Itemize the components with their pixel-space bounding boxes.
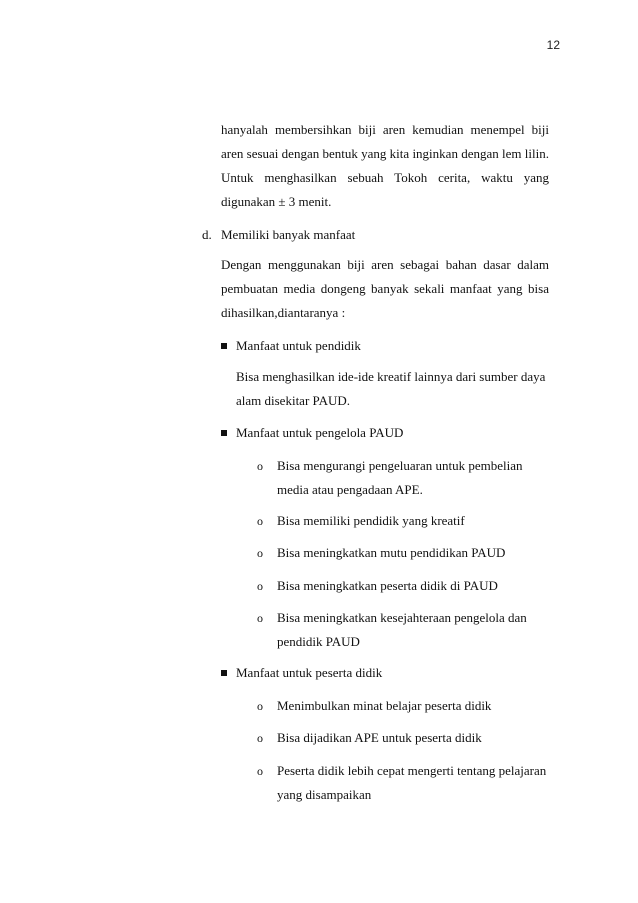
list-item-line: Bisa meningkatkan kesejahteraan pengelola dan: [277, 610, 527, 625]
benefit-heading-text: Manfaat untuk pengelola PAUD: [236, 425, 404, 440]
intro-line: Untuk menghasilkan sebuah Tokoh cerita, waktu yang: [221, 170, 549, 185]
circle-bullet-icon: o: [257, 611, 263, 625]
list-item-line: Bisa meningkatkan peserta didik di PAUD: [277, 578, 498, 593]
section-d-paragraph-line: pembuatan media dongeng banyak sekali manfaat yang bisa: [221, 281, 549, 296]
section-d-title: Memiliki banyak manfaat: [221, 227, 356, 242]
circle-bullet-icon: o: [257, 459, 263, 473]
square-bullet-icon: [221, 430, 227, 436]
section-d-paragraph-line: Dengan menggunakan biji aren sebagai bahan dasar dalam: [221, 257, 549, 272]
benefit-description-line: Bisa menghasilkan ide-ide kreatif lainnya dari sumber daya: [236, 369, 546, 384]
list-item-line: media atau pengadaan APE.: [277, 482, 423, 497]
square-bullet-icon: [221, 343, 227, 349]
list-item-line: Bisa mengurangi pengeluaran untuk pembelian: [277, 458, 523, 473]
circle-bullet-icon: o: [257, 731, 263, 745]
page-number: 12: [546, 38, 560, 52]
section-d-paragraph-line: dihasilkan,diantaranya :: [221, 305, 346, 320]
list-item-line: pendidik PAUD: [277, 634, 360, 649]
list-item-line: Bisa meningkatkan mutu pendidikan PAUD: [277, 545, 506, 560]
intro-line: digunakan ± 3 menit.: [221, 194, 332, 209]
intro-line: hanyalah membersihkan biji aren kemudian menempel biji: [221, 122, 549, 137]
circle-bullet-icon: o: [257, 764, 263, 778]
list-item-line: yang disampaikan: [277, 787, 372, 802]
list-item-line: Peserta didik lebih cepat mengerti tentang pelajaran: [277, 763, 547, 778]
square-bullet-icon: [221, 670, 227, 676]
benefit-heading-text: Manfaat untuk peserta didik: [236, 665, 383, 680]
list-item: [257, 454, 549, 502]
circle-bullet-icon: o: [257, 699, 263, 713]
list-item-line: Bisa memiliki pendidik yang kreatif: [277, 513, 465, 528]
benefit-description-line: alam disekitar PAUD.: [236, 393, 350, 408]
circle-bullet-icon: o: [257, 579, 263, 593]
list-item-line: Bisa dijadikan APE untuk peserta didik: [277, 730, 482, 745]
section-d-marker: d.: [202, 227, 212, 242]
circle-bullet-icon: o: [257, 546, 263, 560]
circle-bullet-icon: o: [257, 514, 263, 528]
section-d-heading: [202, 223, 355, 247]
benefit-heading-text: Manfaat untuk pendidik: [236, 338, 361, 353]
intro-line: aren sesuai dengan bentuk yang kita inginkan dengan lem lilin.: [221, 146, 549, 161]
list-item-line: Menimbulkan minat belajar peserta didik: [277, 698, 492, 713]
